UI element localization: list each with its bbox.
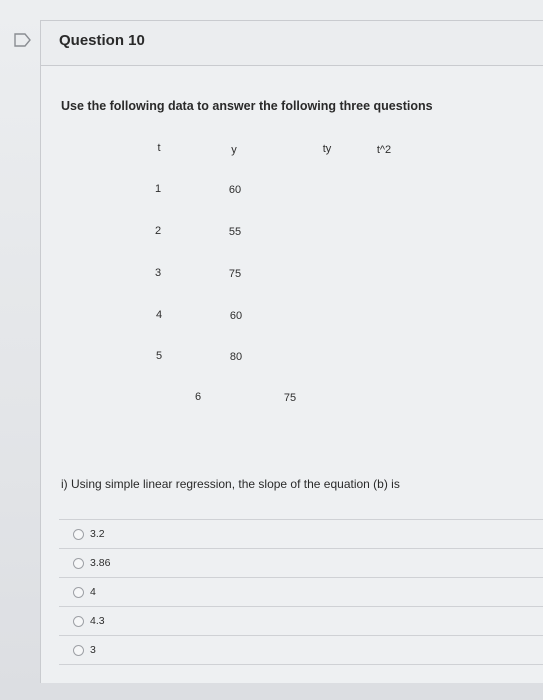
table-cell-extra: 75 (283, 392, 297, 404)
table-header-t: t (157, 142, 161, 154)
table-cell-t: 3 (154, 267, 162, 279)
answer-option[interactable] (59, 606, 543, 635)
answer-option-label: 4.3 (90, 615, 105, 627)
answer-option[interactable] (59, 635, 543, 665)
question-prompt: i) Using simple linear regression, the slope of the equation (b) is (61, 477, 400, 491)
table-cell-y: 75 (228, 268, 242, 280)
answer-option-label: 4 (90, 586, 96, 598)
flag-icon[interactable] (14, 33, 32, 47)
answer-option[interactable] (59, 548, 543, 577)
table-header-ty: ty (322, 143, 332, 155)
table-cell-y: 55 (228, 226, 242, 238)
table-cell-y: 60 (229, 310, 243, 322)
question-title: Question 10 (59, 32, 145, 49)
question-instruction: Use the following data to answer the following three questions (61, 99, 433, 113)
question-header (41, 21, 543, 66)
answer-option-label: 3 (90, 644, 96, 656)
radio-button[interactable] (73, 587, 84, 598)
radio-button[interactable] (73, 529, 84, 540)
answer-option-label: 3.86 (90, 557, 111, 569)
answer-option[interactable] (59, 519, 543, 548)
radio-button[interactable] (73, 558, 84, 569)
table-cell-extra: 6 (194, 391, 202, 403)
table-cell-t: 4 (155, 309, 163, 321)
answer-option-label: 3.2 (90, 528, 105, 540)
table-cell-t: 5 (155, 350, 163, 362)
table-header-y: y (231, 144, 237, 156)
table-cell-y: 60 (228, 184, 242, 196)
table-cell-y: 80 (229, 351, 243, 363)
answer-options (59, 519, 543, 665)
question-card (40, 20, 543, 683)
radio-button[interactable] (73, 616, 84, 627)
radio-button[interactable] (73, 645, 84, 656)
answer-option[interactable] (59, 577, 543, 606)
table-cell-t: 1 (154, 183, 162, 195)
table-header-t2: t^2 (376, 144, 392, 156)
table-cell-t: 2 (154, 225, 162, 237)
